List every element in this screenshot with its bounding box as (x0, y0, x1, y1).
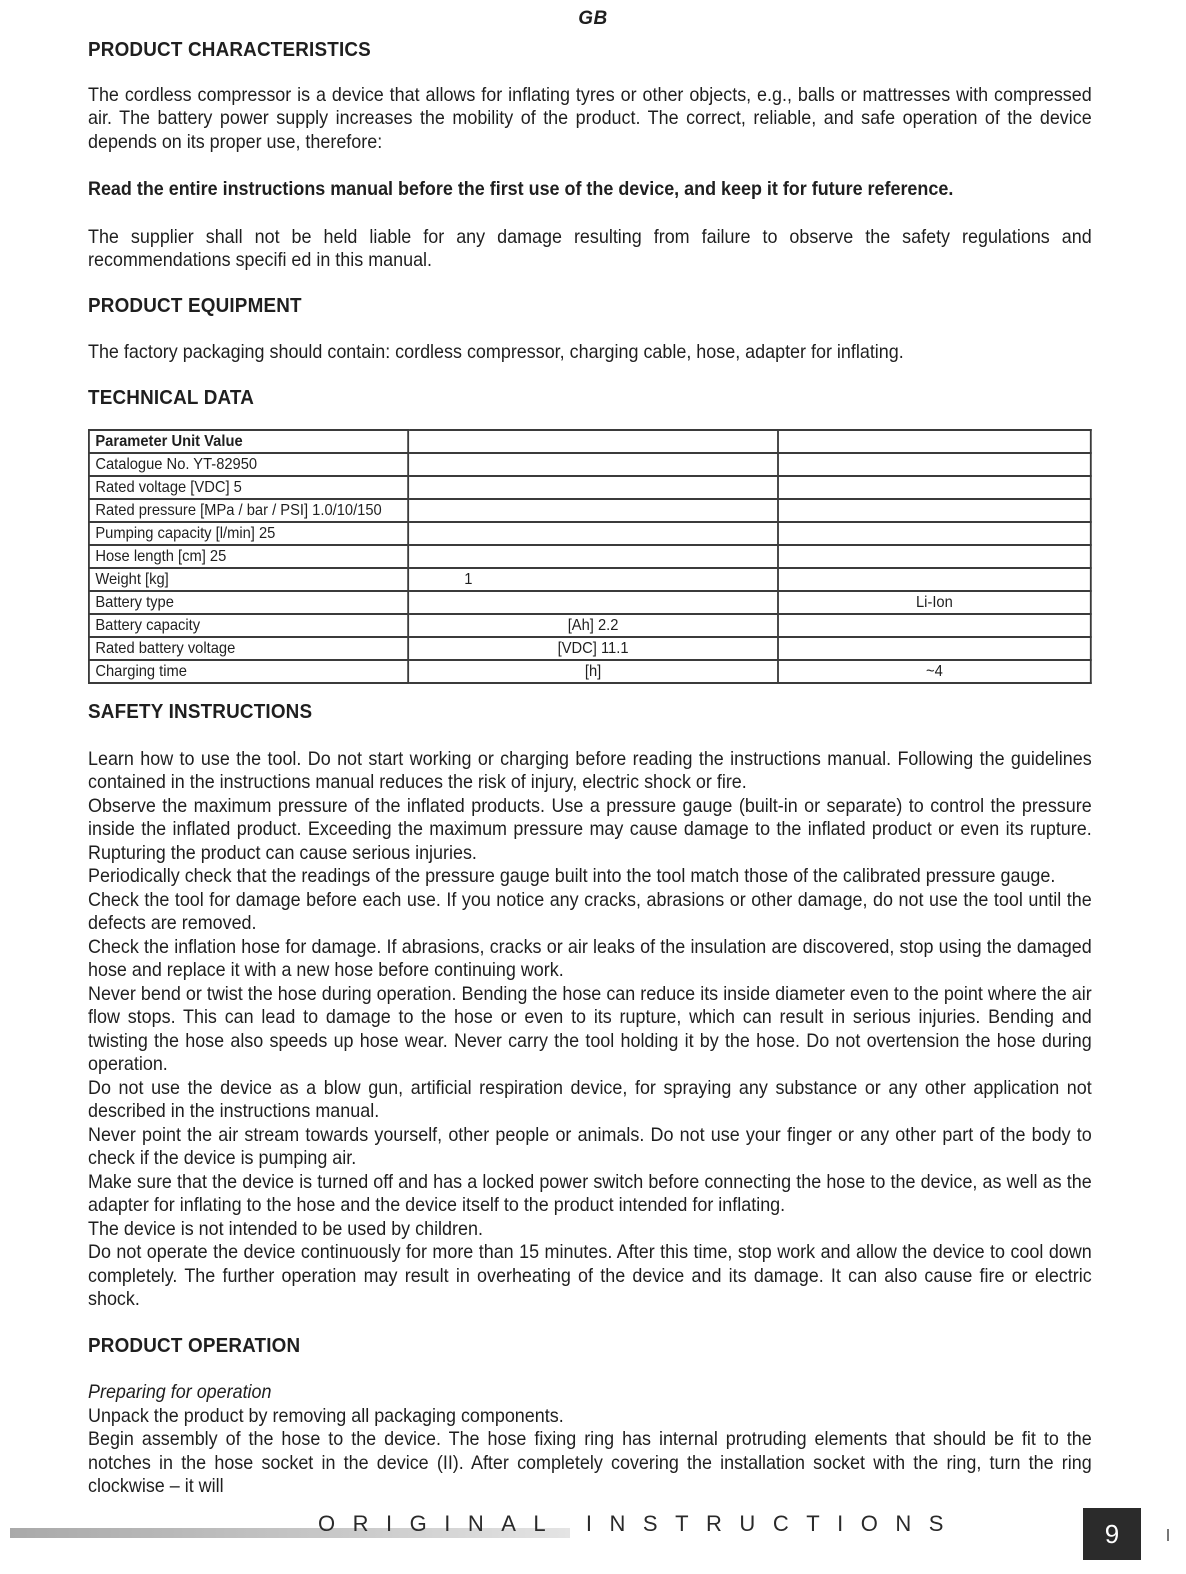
equipment-paragraph: The factory packaging should contain: cordless compressor, charging cable, hose, adapter for inflating. (88, 341, 904, 363)
tech-row (89, 591, 1091, 614)
technical-data-table (88, 429, 1092, 684)
operation-paragraph: Unpack the product by removing all packaging components. (88, 1404, 564, 1427)
tech-cell: Rated voltage [VDC] 5 (89, 476, 408, 499)
tech-cell (778, 522, 1091, 545)
tech-row (89, 476, 1091, 499)
tech-cell: [VDC] 11.1 (408, 637, 778, 660)
tech-cell (408, 522, 778, 545)
tech-cell: Parameter Unit Value (89, 430, 408, 453)
tech-cell: 1 (408, 568, 778, 591)
heading-technical-data: TECHNICAL DATA (88, 385, 255, 409)
tech-cell (778, 614, 1091, 637)
safety-paragraph: Never point the air stream towards yourself, other people or animals. Do not use your finger or any other part of the body to check if the device is pumping air. (88, 1123, 1092, 1169)
safety-paragraph: Observe the maximum pressure of the inflated products. Use a pressure gauge (built-in or separate) to control the pressure inside the inflated product. Exceeding the maximum pressure may cause damage to the inflated product or even its rupture. Rupturing the product can cause serious injuries. (88, 794, 1092, 864)
characteristics-paragraph: The cordless compressor is a device that allows for inflating tyres or other objects, e.g., balls or mattresses with compressed air. The battery power supply increases the mobility of the product. The correct, reliable, and safe operation of the device depends on its proper use, therefore: (88, 83, 1092, 153)
tech-cell (778, 637, 1091, 660)
tech-cell (778, 430, 1091, 453)
tech-cell (778, 545, 1091, 568)
safety-paragraph: Check the tool for damage before each use. If you notice any cracks, abrasions or other damage, do not use the tool until the defects are removed. (88, 888, 1092, 934)
tech-cell (408, 430, 778, 453)
tech-cell (408, 591, 778, 614)
tech-row (89, 453, 1091, 476)
edge-mark (1167, 1529, 1169, 1541)
heading-product-characteristics: PRODUCT CHARACTERISTICS (88, 38, 371, 61)
tech-cell: Rated pressure [MPa / bar / PSI] 1.0/10/150 (89, 499, 408, 522)
tech-cell: Charging time (89, 660, 408, 683)
tech-cell: Battery capacity (89, 614, 408, 637)
safety-paragraphs (88, 748, 1092, 1312)
tech-row (89, 660, 1091, 683)
heading-product-equipment: PRODUCT EQUIPMENT (88, 293, 302, 317)
tech-row (89, 568, 1091, 591)
tech-cell: [Ah] 2.2 (408, 614, 778, 637)
heading-safety-instructions: SAFETY INSTRUCTIONS (88, 700, 313, 723)
liability-paragraph: The supplier shall not be held liable for any damage resulting from failure to observe the safety regulations and recommendations specifi ed in this manual. (88, 225, 1092, 271)
subheading-preparing: Preparing for operation (88, 1381, 272, 1403)
page-number: 9 (1083, 1508, 1141, 1560)
tech-cell (778, 453, 1091, 476)
tech-cell (408, 499, 778, 522)
tech-cell: ~4 (778, 660, 1091, 683)
tech-cell: Rated battery voltage (89, 637, 408, 660)
tech-row (89, 430, 1091, 453)
tech-cell (778, 568, 1091, 591)
tech-cell: [h] (408, 660, 778, 683)
tech-cell (408, 476, 778, 499)
tech-row (89, 614, 1091, 637)
tech-cell: Battery type (89, 591, 408, 614)
tech-cell (408, 453, 778, 476)
safety-paragraph: Do not operate the device continuously for more than 15 minutes. After this time, stop work and allow the device to cool down completely. The further operation may result in overheating of the device and its damage. It can also cause fire or electric shock. (88, 1241, 1092, 1310)
tech-cell: Li-Ion (778, 591, 1091, 614)
tech-cell (778, 499, 1091, 522)
tech-row (89, 499, 1091, 522)
read-manual-notice: Read the entire instructions manual before the first use of the device, and keep it for future reference. (88, 178, 954, 200)
tech-cell: Hose length [cm] 25 (89, 545, 408, 568)
tech-cell (408, 545, 778, 568)
page-content (88, 38, 1092, 1499)
safety-paragraph: Periodically check that the readings of the pressure gauge built into the tool match those of the calibrated pressure gauge. (88, 865, 1056, 887)
safety-paragraph: Never bend or twist the hose during operation. Bending the hose can reduce its inside diameter even to the point where the air flow stops. This can lead to damage to the hose or even to its rupture, which can result in serious injuries. Bending and twisting the hose also speeds up hose wear. Never carry the tool holding it by the hose. Do not overtension the hose during operation. (88, 982, 1092, 1075)
heading-product-operation: PRODUCT OPERATION (88, 1333, 301, 1357)
tech-row (89, 545, 1091, 568)
safety-paragraph: Do not use the device as a blow gun, artificial respiration device, for spraying any substance or any other application not described in the instructions manual. (88, 1076, 1092, 1122)
safety-paragraph: Learn how to use the tool. Do not start working or charging before reading the instructions manual. Following the guidelines contained in the instructions manual reduces the risk of injury, electric shock or fire. (88, 747, 1092, 793)
safety-paragraph: Make sure that the device is turned off and has a locked power switch before connecting the hose to the device, as well as the adapter for inflating to the hose and the device itself to the product intended for inflating. (88, 1170, 1092, 1216)
tech-cell (778, 476, 1091, 499)
operation-paragraph: Begin assembly of the hose to the device. The hose fixing ring has internal protruding elements that should be fit to the notches in the hose socket in the device (II). After completely covering the installation socket with the ring, turn the ring clockwise – it will (88, 1428, 1092, 1497)
footer-original-instructions: ORIGINAL INSTRUCTIONS (318, 1511, 961, 1536)
safety-paragraph: The device is not intended to be used by children. (88, 1217, 483, 1240)
tech-cell: Weight [kg] (89, 568, 408, 591)
tech-cell: Pumping capacity [l/min] 25 (89, 522, 408, 545)
tech-cell: Catalogue No. YT-82950 (89, 453, 408, 476)
safety-paragraph: Check the inflation hose for damage. If abrasions, cracks or air leaks of the insulation are discovered, stop using the damaged hose and replace it with a new hose before continuing work. (88, 935, 1092, 981)
tech-row (89, 522, 1091, 545)
tech-row (89, 637, 1091, 660)
language-tag: GB (578, 8, 608, 29)
